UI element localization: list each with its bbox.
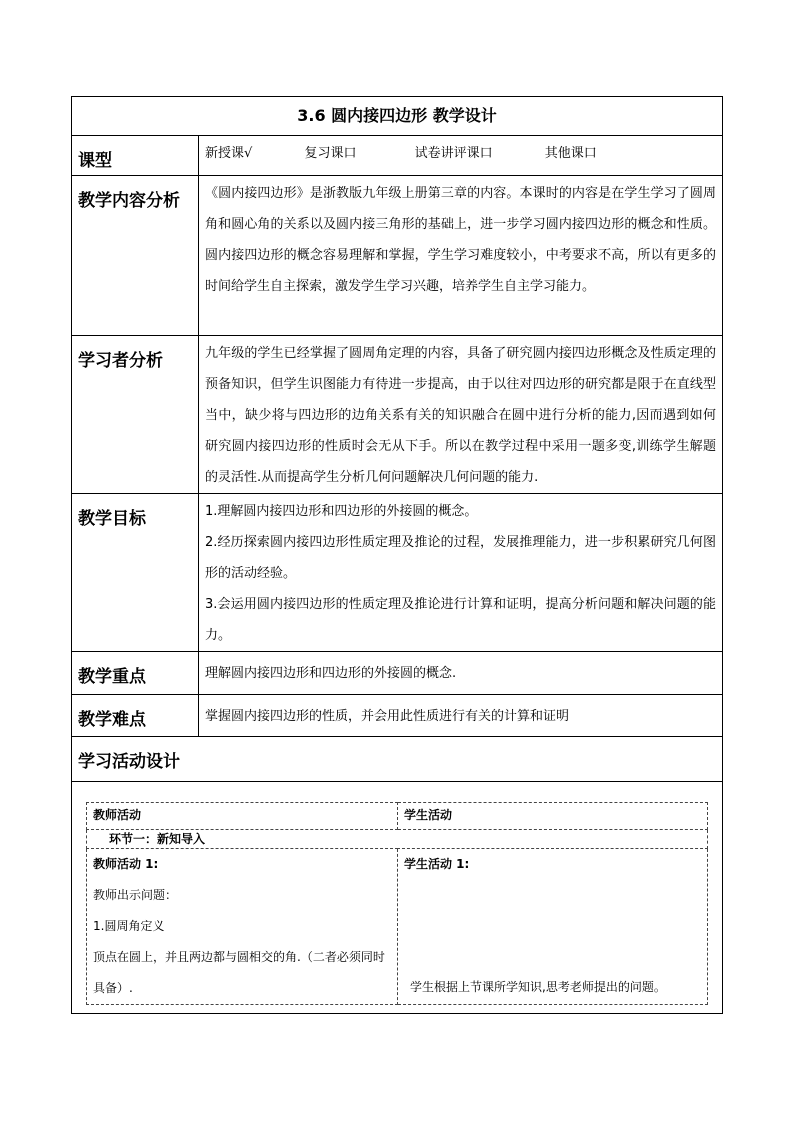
student-activity-cell [398, 849, 708, 1005]
teacher-activity-line: 教师活动 1: [93, 857, 159, 871]
course-type-option: 新授课√ [205, 146, 253, 161]
lesson-plan-table [71, 96, 723, 1014]
course-type-label: 课型 [72, 136, 199, 176]
content-analysis-text: 《圆内接四边形》是浙教版九年级上册第三章的内容。本课时的内容是在学生学习了圆周角和圆心角的关系以及圆内接三角形的基础上，进一步学习圆内接四边形的概念和性质。圆内接四边形的概念容易理解和掌握，学生学习难度较小，中考要求不高，所以有更多的时间给学生自主探索，激发学生学习兴趣，培养学生自主学习能力。 [199, 176, 723, 336]
objective-item: 2.经历探索圆内接四边形性质定理及推论的过程，发展推理能力，进一步积累研究几何图形的活动经验。 [205, 535, 716, 581]
teacher-activity-header: 教师活动 [87, 803, 398, 830]
difficulties-label: 教学难点 [72, 695, 199, 737]
activity-design-section [72, 782, 723, 1014]
learner-analysis-label: 学习者分析 [72, 336, 199, 494]
objectives-list [199, 494, 723, 652]
course-type-option: 试卷讲评课口 [414, 146, 493, 161]
objective-item: 1.理解圆内接四边形和四边形的外接圆的概念。 [205, 504, 478, 519]
objective-item: 3.会运用圆内接四边形的性质定理及推论进行计算和证明，提高分析问题和解决问题的能力。 [205, 597, 716, 643]
teacher-activity-line: 教师出示问题： [93, 888, 178, 902]
activity-table [86, 802, 708, 1005]
student-activity-note: 学生根据上节课所学知识,思考老师提出的问题。 [410, 980, 666, 994]
difficulties-text: 掌握圆内接四边形的性质，并会用此性质进行有关的计算和证明 [199, 695, 723, 737]
course-type-options [199, 136, 723, 176]
key-points-label: 教学重点 [72, 652, 199, 695]
teacher-activity-line: 顶点在圆上，并且两边都与圆相交的角.（二者必须同时具备）. [93, 950, 385, 995]
course-type-option: 复习课口 [304, 146, 357, 161]
course-type-option: 其他课口 [544, 146, 597, 161]
learner-analysis-text: 九年级的学生已经掌握了圆周角定理的内容，具备了研究圆内接四边形概念及性质定理的预备知识，但学生识图能力有待进一步提高，由于以往对四边形的研究都是限于在直线型当中，缺少将与四边形的边角关系有关的知识融合在圆中进行分析的能力,因而遇到如何研究圆内接四边形的性质时会无从下手。所以在教学过程中采用一题多变,训练学生解题的灵活性.从而提高学生分析几何问题解决几何问题的能力. [199, 336, 723, 494]
document-title: 3.6 圆内接四边形 教学设计 [72, 97, 723, 136]
student-activity-header: 学生活动 [398, 803, 708, 830]
teacher-activity-line: 1.圆周角定义 [93, 919, 165, 933]
teacher-activity-body [87, 849, 398, 1005]
activity-design-heading: 学习活动设计 [72, 737, 723, 782]
objectives-label: 教学目标 [72, 494, 199, 652]
key-points-text: 理解圆内接四边形和四边形的外接圆的概念. [199, 652, 723, 695]
content-analysis-label: 教学内容分析 [72, 176, 199, 336]
stage-label: 环节一：新知导入 [87, 830, 708, 849]
student-activity-title: 学生活动 1: [404, 857, 470, 871]
